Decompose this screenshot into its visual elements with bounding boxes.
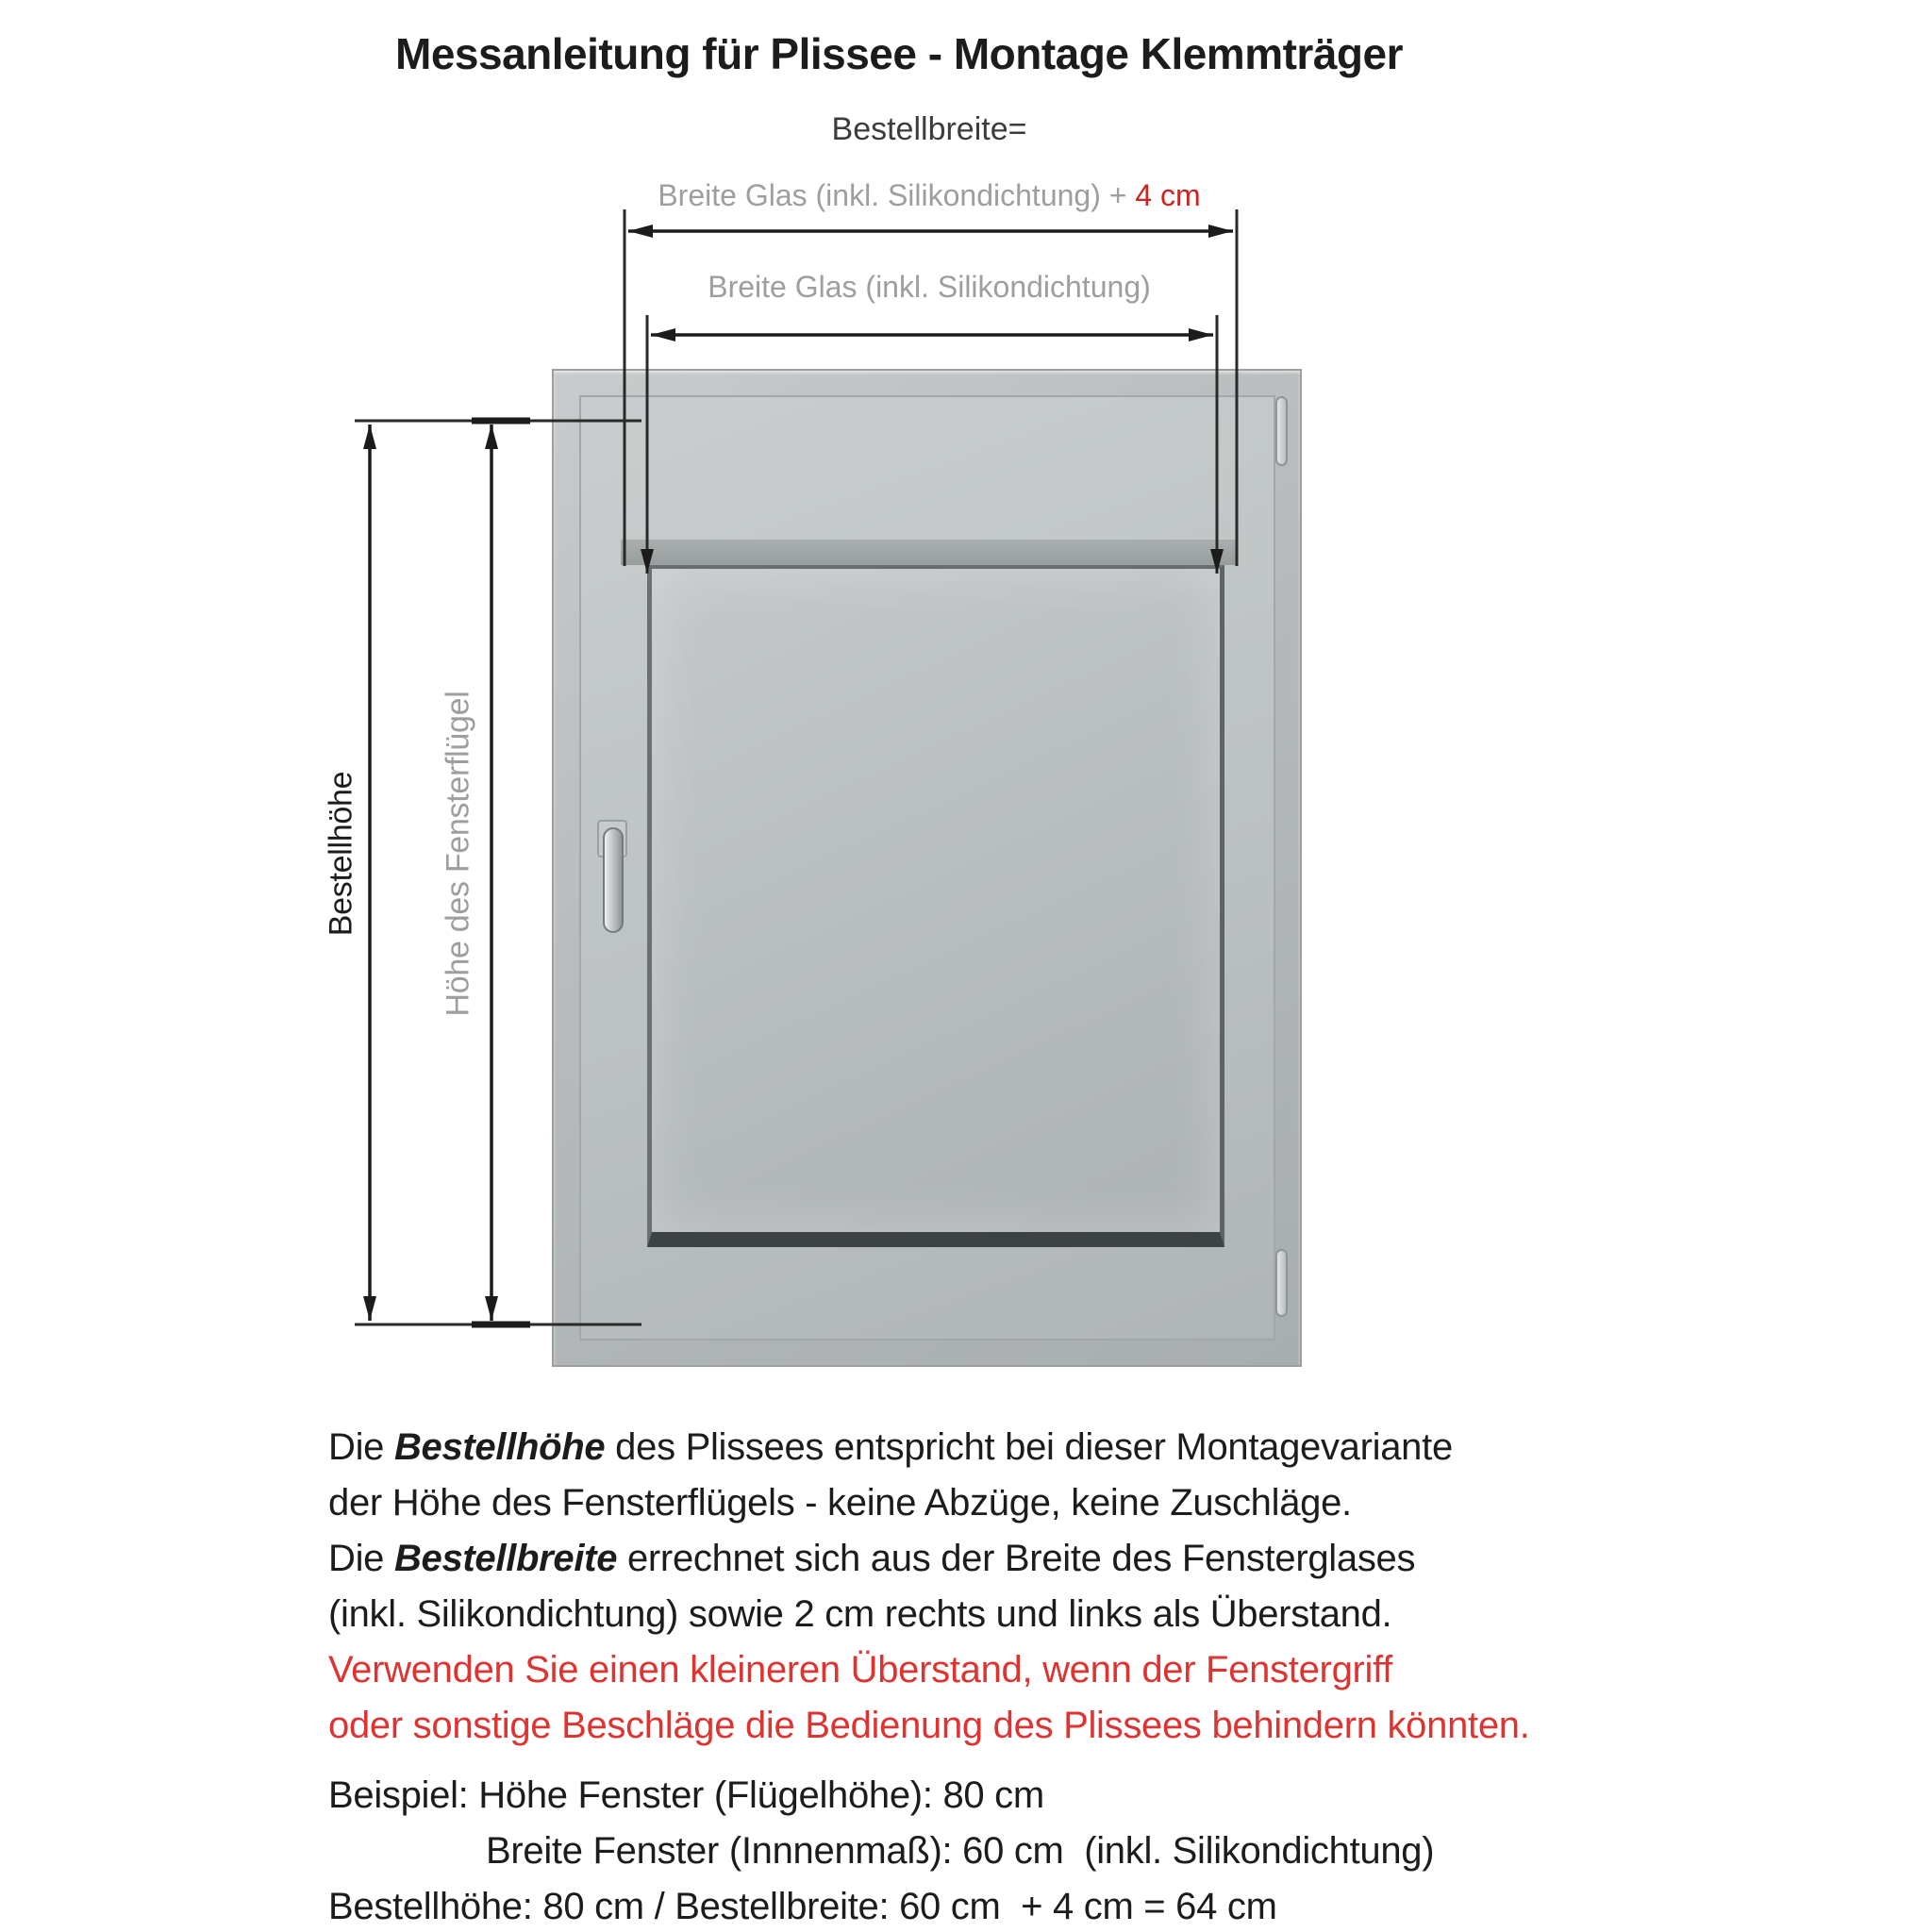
body-line-2: der Höhe des Fensterflügels - keine Abzüge, keine Zuschläge. — [328, 1482, 1352, 1524]
body-line-3-pre: Die — [328, 1538, 394, 1579]
example-line-3: Bestellhöhe: 80 cm / Bestellbreite: 60 cm + 4 cm = 64 cm — [328, 1886, 1277, 1927]
glass-width-plus-label-gray: Breite Glas (inkl. Silikondichtung) + — [658, 178, 1136, 212]
plus-4cm-value: 4 cm — [1135, 178, 1201, 212]
warning-line-1: Verwenden Sie einen kleineren Überstand, wenn der Fenstergriff — [328, 1649, 1393, 1690]
glass-width-plus-label — [458, 178, 1401, 213]
glazing-bead-top — [621, 540, 1238, 565]
body-line-1-keyword: Bestellhöhe — [393, 1426, 606, 1468]
body-line-3 — [328, 1531, 1530, 1587]
body-line-1-pre: Die — [328, 1426, 394, 1468]
order-width-label: Bestellbreite= — [831, 111, 1027, 147]
hinge-top-icon — [1275, 396, 1288, 466]
body-line-4: (inkl. Silikondichtung) sowie 2 cm rechts und links als Überstand. — [328, 1593, 1392, 1635]
window-glass — [647, 565, 1224, 1247]
body-text — [328, 1420, 1530, 1754]
glass-width-label: Breite Glas (inkl. Silikondichtung) — [708, 270, 1151, 304]
page-title: Messanleitung für Plissee - Montage Klemmträger — [395, 29, 1403, 78]
order-height-label: Bestellhöhe — [323, 771, 359, 937]
hinge-bottom-icon — [1275, 1249, 1288, 1317]
window-handle-icon — [603, 827, 624, 933]
body-line-3-keyword: Bestellbreite — [393, 1538, 618, 1579]
body-line-3-post: errechnet sich aus der Breite des Fensterglases — [617, 1538, 1416, 1579]
body-line-1 — [328, 1420, 1530, 1475]
body-line-1-post: des Plissees entspricht bei dieser Montagevariante — [605, 1426, 1453, 1468]
example-line-1: Beispiel: Höhe Fenster (Flügelhöhe): 80 cm — [328, 1774, 1044, 1816]
warning-line-2: oder sonstige Beschläge die Bedienung des Plissees behindern könnten. — [328, 1705, 1530, 1746]
example-block — [328, 1768, 1434, 1932]
example-line-2: Breite Fenster (Innnenmaß): 60 cm (inkl. Silikondichtung) — [486, 1830, 1435, 1872]
sash-height-label: Höhe des Fensterflügel — [440, 691, 476, 1017]
